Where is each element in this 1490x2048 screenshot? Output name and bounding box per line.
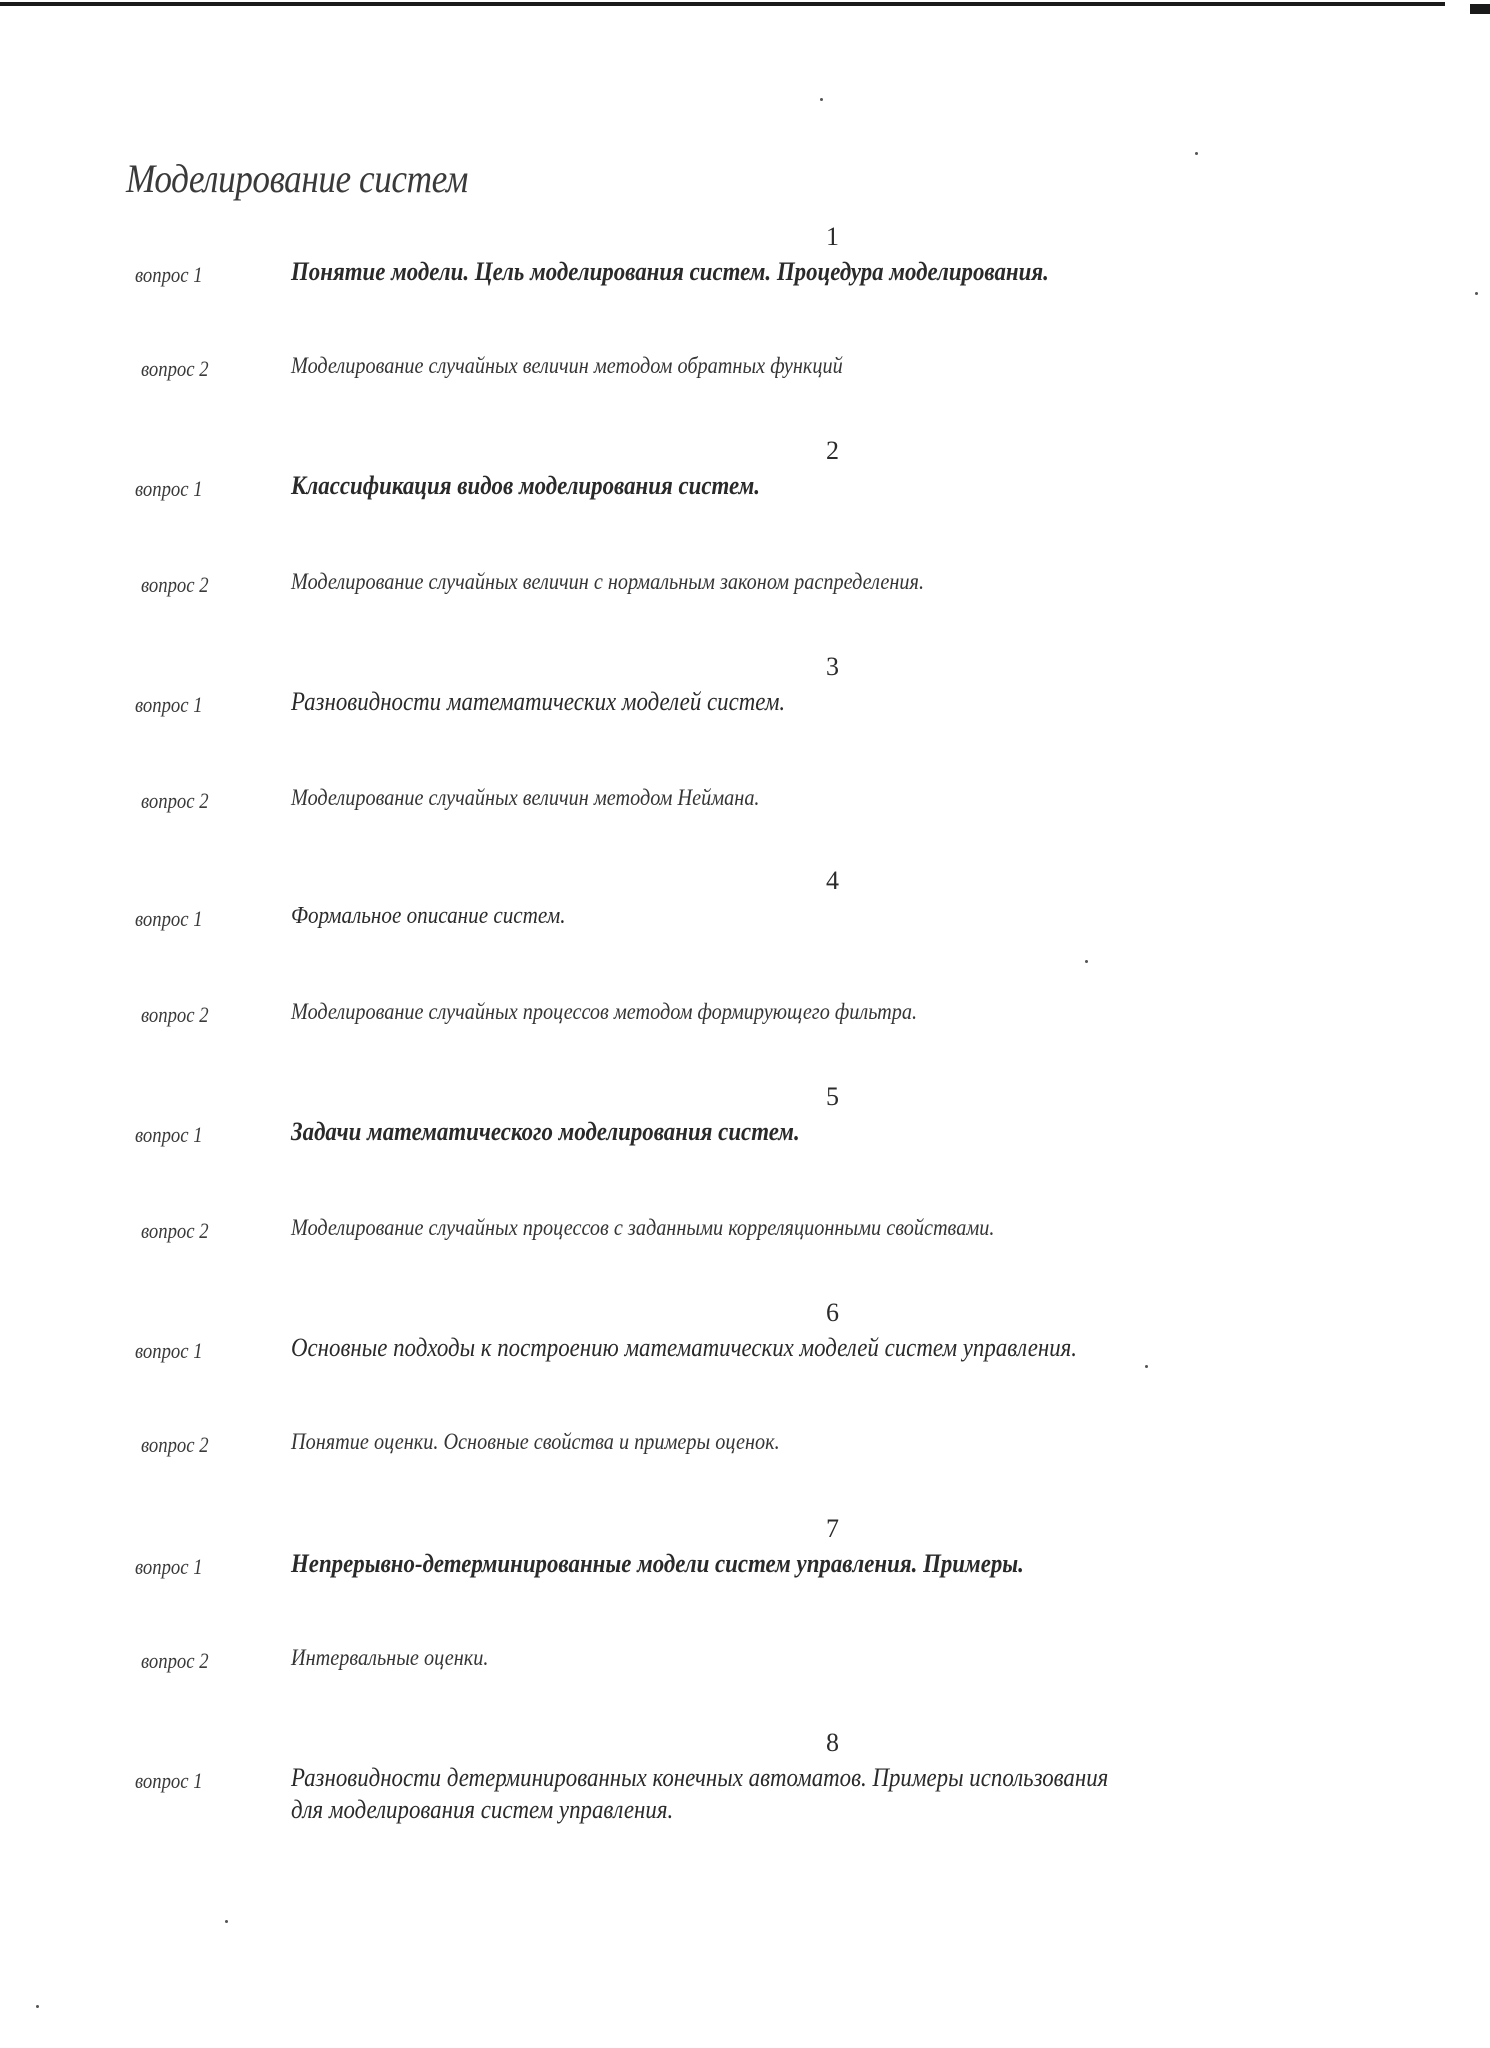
scan-speck [1475,292,1478,295]
question-label: вопрос 1 [135,476,203,501]
scan-speck [36,2005,39,2008]
question-text: Задачи математического моделирования систем. [291,1117,800,1146]
question-label: вопрос 2 [141,1218,209,1243]
question-text: Классификация видов моделирования систем. [291,471,760,500]
question-text: Моделирование случайных величин с нормальным законом распределения. [291,569,925,594]
question-label: вопрос 1 [135,1554,203,1579]
question-label: вопрос 1 [135,906,203,931]
scan-speck [225,1920,228,1923]
scan-speck [1145,1365,1148,1368]
question-text: Моделирование случайных величин методом Неймана. [291,785,760,810]
scan-speck [1085,960,1088,963]
ticket-number: 2 [826,436,839,465]
question-text: Понятие модели. Цель моделирования систем. Процедура моделирования. [291,257,1049,286]
question-text: Моделирование случайных процессов с заданными корреляционными свойствами. [291,1215,995,1240]
question-label: вопрос 2 [141,356,209,381]
question-label: вопрос 2 [141,788,209,813]
ticket-number: 1 [826,222,839,251]
question-text: Разновидности детерминированных конечных автоматов. Примеры использования для моделирования систем управления. [291,1763,1109,1824]
question-text: Формальное описание систем. [291,903,566,929]
question-label: вопрос 1 [135,1338,203,1363]
question-label: вопрос 1 [135,692,203,717]
question-text: Понятие оценки. Основные свойства и примеры оценок. [291,1429,780,1454]
ticket-number: 7 [826,1514,839,1543]
question-label: вопрос 2 [141,1002,209,1027]
question-label: вопрос 2 [141,572,209,597]
question-label: вопрос 1 [135,1768,203,1793]
question-text: Моделирование случайных процессов методом формирующего фильтра. [291,999,918,1024]
question-label: вопрос 1 [135,1122,203,1147]
question-label: вопрос 2 [141,1432,209,1457]
scan-top-edge [0,2,1445,6]
question-label: вопрос 2 [141,1648,209,1673]
scan-corner-mark [1470,4,1490,14]
ticket-number: 4 [826,866,839,895]
scan-speck [1195,152,1198,155]
scan-speck [820,98,823,101]
question-text: Разновидности математических моделей систем. [291,687,786,716]
ticket-number: 3 [826,652,839,681]
page-title: Моделирование систем [126,155,468,201]
question-text: Моделирование случайных величин методом обратных функций [291,353,843,378]
question-text: Непрерывно-детерминированные модели систем управления. Примеры. [291,1549,1024,1578]
ticket-number: 5 [826,1082,839,1111]
question-text: Основные подходы к построению математических моделей систем управления. [291,1333,1078,1362]
ticket-number: 6 [826,1298,839,1327]
question-label: вопрос 1 [135,262,203,287]
question-text: Интервальные оценки. [291,1645,489,1670]
ticket-number: 8 [826,1728,839,1757]
